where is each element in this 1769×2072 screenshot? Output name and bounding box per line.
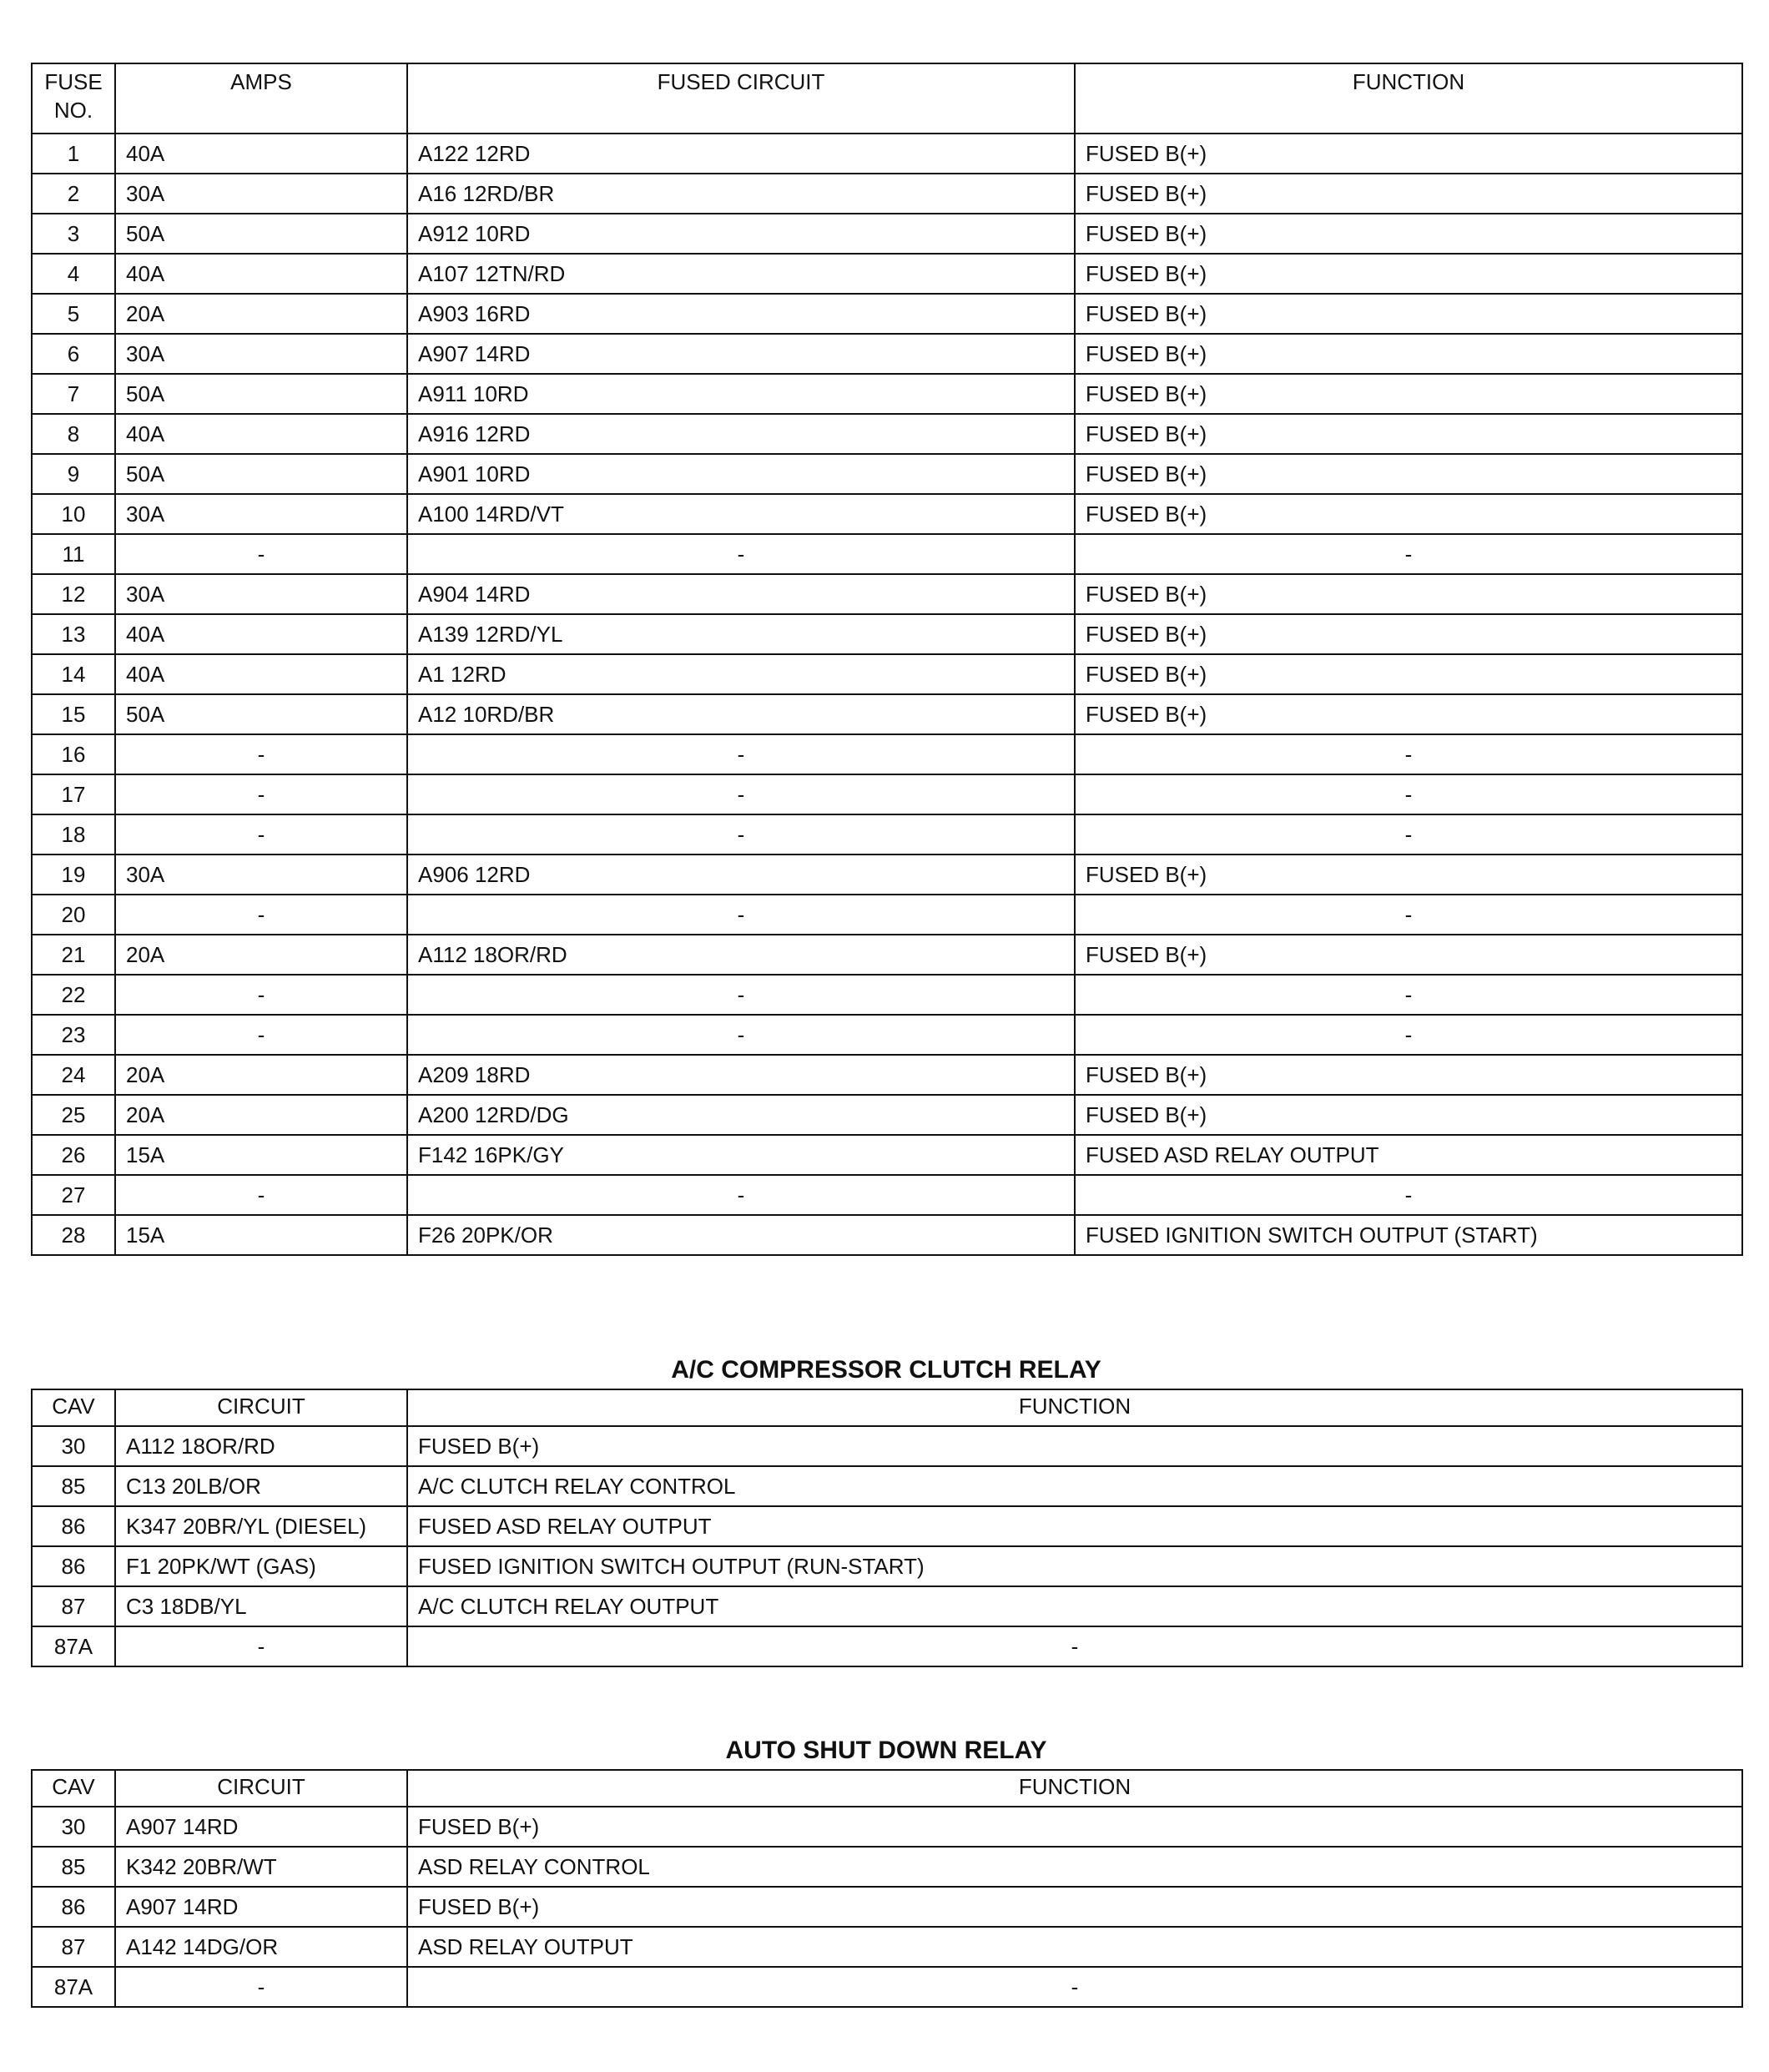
table-row [32,334,1742,374]
function-cell: FUSED B(+) [407,1887,1742,1927]
fused-circuit-cell: A139 12RD/YL [407,614,1075,654]
table-row [32,734,1742,774]
table-row [32,1586,1742,1626]
table-row [32,134,1742,174]
fused-circuit-cell: A12 10RD/BR [407,694,1075,734]
fuse-no-cell: 28 [32,1215,115,1255]
fuse-no-cell: 8 [32,414,115,454]
amps-cell: 40A [115,134,407,174]
cav-cell: 85 [32,1847,115,1887]
cav-cell: 30 [32,1807,115,1847]
fuse-no-cell: 19 [32,855,115,895]
header-function: FUNCTION [407,1770,1742,1807]
header-cav: CAV [32,1389,115,1426]
fuse-no-cell: 2 [32,174,115,214]
function-cell: FUSED ASD RELAY OUTPUT [407,1506,1742,1546]
circuit-cell: - [115,1967,407,2007]
table-row [32,294,1742,334]
fuse-no-cell: 3 [32,214,115,254]
fuse-no-cell: 17 [32,774,115,814]
circuit-cell: K347 20BR/YL (DIESEL) [115,1506,407,1546]
table-row [32,654,1742,694]
ac-relay-table [31,1389,1743,1667]
cav-cell: 87A [32,1626,115,1666]
fused-circuit-cell: A906 12RD [407,855,1075,895]
amps-cell: 30A [115,174,407,214]
fuse-no-cell: 13 [32,614,115,654]
table-row [32,935,1742,975]
fuse-no-cell: 6 [32,334,115,374]
table-row [32,214,1742,254]
fuse-no-cell: 25 [32,1095,115,1135]
table-row [32,374,1742,414]
fuse-no-cell: 26 [32,1135,115,1175]
fused-circuit-cell: A122 12RD [407,134,1075,174]
fuse-table-header-row [32,63,1742,134]
fused-circuit-cell: - [407,1015,1075,1055]
fuse-no-cell: 12 [32,574,115,614]
header-fused-circuit: FUSED CIRCUIT [407,63,1075,134]
fused-circuit-cell: A903 16RD [407,294,1075,334]
amps-cell: 40A [115,254,407,294]
table-row [32,975,1742,1015]
cav-cell: 30 [32,1426,115,1466]
function-cell: - [407,1626,1742,1666]
header-circuit: CIRCUIT [115,1770,407,1807]
table-row [32,454,1742,494]
function-cell: FUSED B(+) [1075,614,1742,654]
amps-cell: 15A [115,1135,407,1175]
fused-circuit-cell: A901 10RD [407,454,1075,494]
asd-relay-table [31,1769,1743,2008]
fused-circuit-cell: A916 12RD [407,414,1075,454]
table-row [32,1807,1742,1847]
table-row [32,1506,1742,1546]
amps-cell: - [115,774,407,814]
ac-relay-header-row [32,1389,1742,1426]
circuit-cell: A907 14RD [115,1807,407,1847]
function-cell: FUSED B(+) [1075,254,1742,294]
table-row [32,414,1742,454]
header-cav: CAV [32,1770,115,1807]
table-row [32,494,1742,534]
table-row [32,254,1742,294]
fused-circuit-cell: - [407,734,1075,774]
table-row [32,1055,1742,1095]
function-cell: A/C CLUTCH RELAY OUTPUT [407,1586,1742,1626]
fused-circuit-cell: A904 14RD [407,574,1075,614]
function-cell: FUSED B(+) [1075,294,1742,334]
function-cell: FUSED B(+) [1075,1055,1742,1095]
fuse-no-cell: 23 [32,1015,115,1055]
table-row [32,1967,1742,2007]
table-row [32,1426,1742,1466]
circuit-cell: A907 14RD [115,1887,407,1927]
circuit-cell: C3 18DB/YL [115,1586,407,1626]
fused-circuit-cell: A911 10RD [407,374,1075,414]
amps-cell: 50A [115,374,407,414]
function-cell: FUSED IGNITION SWITCH OUTPUT (RUN-START) [407,1546,1742,1586]
amps-cell: 50A [115,214,407,254]
fused-circuit-cell: A907 14RD [407,334,1075,374]
circuit-cell: A112 18OR/RD [115,1426,407,1466]
table-row [32,1847,1742,1887]
function-cell: ASD RELAY OUTPUT [407,1927,1742,1967]
fuse-no-cell: 7 [32,374,115,414]
fuse-no-cell: 1 [32,134,115,174]
ac-relay-title: A/C COMPRESSOR CLUTCH RELAY [671,1356,1101,1384]
fused-circuit-cell: A112 18OR/RD [407,935,1075,975]
cav-cell: 87 [32,1927,115,1967]
function-cell: FUSED B(+) [1075,1095,1742,1135]
table-row [32,614,1742,654]
amps-cell: 40A [115,414,407,454]
amps-cell: 50A [115,454,407,494]
fused-circuit-cell: A100 14RD/VT [407,494,1075,534]
fused-circuit-cell: - [407,814,1075,855]
amps-cell: - [115,814,407,855]
fuse-no-cell: 27 [32,1175,115,1215]
function-cell: ASD RELAY CONTROL [407,1847,1742,1887]
function-cell: FUSED B(+) [1075,935,1742,975]
circuit-cell: K342 20BR/WT [115,1847,407,1887]
amps-cell: 50A [115,694,407,734]
amps-cell: 20A [115,294,407,334]
table-row [32,694,1742,734]
fused-circuit-cell: A107 12TN/RD [407,254,1075,294]
amps-cell: 40A [115,614,407,654]
circuit-cell: - [115,1626,407,1666]
function-cell: FUSED ASD RELAY OUTPUT [1075,1135,1742,1175]
table-row [32,1175,1742,1215]
function-cell: - [1075,774,1742,814]
function-cell: FUSED B(+) [1075,334,1742,374]
table-row [32,774,1742,814]
amps-cell: 30A [115,855,407,895]
function-cell: A/C CLUTCH RELAY CONTROL [407,1466,1742,1506]
fused-circuit-cell: - [407,975,1075,1015]
function-cell: FUSED B(+) [1075,414,1742,454]
table-row [32,895,1742,935]
function-cell: FUSED B(+) [1075,574,1742,614]
amps-cell: - [115,534,407,574]
fused-circuit-cell: - [407,774,1075,814]
function-cell: FUSED B(+) [1075,855,1742,895]
amps-cell: - [115,1175,407,1215]
function-cell: FUSED B(+) [1075,214,1742,254]
function-cell: FUSED B(+) [1075,454,1742,494]
cav-cell: 87A [32,1967,115,2007]
fuse-table-body [32,134,1742,1255]
function-cell: - [1075,1015,1742,1055]
fused-circuit-cell: A1 12RD [407,654,1075,694]
function-cell: FUSED IGNITION SWITCH OUTPUT (START) [1075,1215,1742,1255]
fused-circuit-cell: - [407,1175,1075,1215]
circuit-cell: F1 20PK/WT (GAS) [115,1546,407,1586]
function-cell: - [1075,975,1742,1015]
table-row [32,1887,1742,1927]
header-function: FUNCTION [407,1389,1742,1426]
fused-circuit-cell: A912 10RD [407,214,1075,254]
table-row [32,1135,1742,1175]
fuse-no-cell: 11 [32,534,115,574]
table-row [32,1927,1742,1967]
amps-cell: 20A [115,935,407,975]
function-cell: FUSED B(+) [1075,694,1742,734]
function-cell: - [1075,1175,1742,1215]
fused-circuit-cell: - [407,895,1075,935]
fused-circuit-cell: - [407,534,1075,574]
fused-circuit-cell: A200 12RD/DG [407,1095,1075,1135]
fuse-no-cell: 18 [32,814,115,855]
table-row [32,855,1742,895]
function-cell: FUSED B(+) [1075,654,1742,694]
fuse-no-cell: 15 [32,694,115,734]
cav-cell: 85 [32,1466,115,1506]
amps-cell: 30A [115,494,407,534]
fuse-no-cell: 24 [32,1055,115,1095]
fuse-no-cell: 10 [32,494,115,534]
ac-relay-table-body [32,1426,1742,1666]
function-cell: FUSED B(+) [1075,374,1742,414]
header-circuit: CIRCUIT [115,1389,407,1426]
fused-circuit-cell: F26 20PK/OR [407,1215,1075,1255]
table-row [32,1015,1742,1055]
asd-relay-header-row [32,1770,1742,1807]
fuse-no-cell: 5 [32,294,115,334]
circuit-cell: A142 14DG/OR [115,1927,407,1967]
table-row [32,1095,1742,1135]
function-cell: - [1075,534,1742,574]
circuit-cell: C13 20LB/OR [115,1466,407,1506]
amps-cell: - [115,975,407,1015]
amps-cell: 30A [115,334,407,374]
amps-cell: - [115,1015,407,1055]
function-cell: - [407,1967,1742,2007]
amps-cell: 40A [115,654,407,694]
cav-cell: 87 [32,1586,115,1626]
function-cell: FUSED B(+) [1075,494,1742,534]
cav-cell: 86 [32,1887,115,1927]
amps-cell: 20A [115,1095,407,1135]
fuse-no-cell: 22 [32,975,115,1015]
fuse-no-cell: 9 [32,454,115,494]
table-row [32,1466,1742,1506]
fused-circuit-cell: F142 16PK/GY [407,1135,1075,1175]
amps-cell: - [115,734,407,774]
amps-cell: 15A [115,1215,407,1255]
amps-cell: - [115,895,407,935]
cav-cell: 86 [32,1506,115,1546]
fuse-no-cell: 14 [32,654,115,694]
asd-relay-table-body [32,1807,1742,2007]
asd-relay-title: AUTO SHUT DOWN RELAY [725,1737,1047,1764]
function-cell: - [1075,814,1742,855]
fuse-no-cell: 21 [32,935,115,975]
fuse-no-cell: 16 [32,734,115,774]
cav-cell: 86 [32,1546,115,1586]
table-row [32,574,1742,614]
fused-circuit-cell: A209 18RD [407,1055,1075,1095]
function-cell: FUSED B(+) [1075,174,1742,214]
fuse-no-cell: 20 [32,895,115,935]
amps-cell: 20A [115,1055,407,1095]
amps-cell: 30A [115,574,407,614]
fuse-no-cell: 4 [32,254,115,294]
function-cell: FUSED B(+) [1075,134,1742,174]
table-row [32,814,1742,855]
header-function: FUNCTION [1075,63,1742,134]
fused-circuit-cell: A16 12RD/BR [407,174,1075,214]
function-cell: FUSED B(+) [407,1426,1742,1466]
function-cell: - [1075,895,1742,935]
header-fuse-no: FUSE NO. [32,63,115,134]
header-amps: AMPS [115,63,407,134]
table-row [32,174,1742,214]
table-row [32,1626,1742,1666]
table-row [32,1546,1742,1586]
fuse-table [31,63,1743,1256]
function-cell: - [1075,734,1742,774]
function-cell: FUSED B(+) [407,1807,1742,1847]
table-row [32,1215,1742,1255]
table-row [32,534,1742,574]
